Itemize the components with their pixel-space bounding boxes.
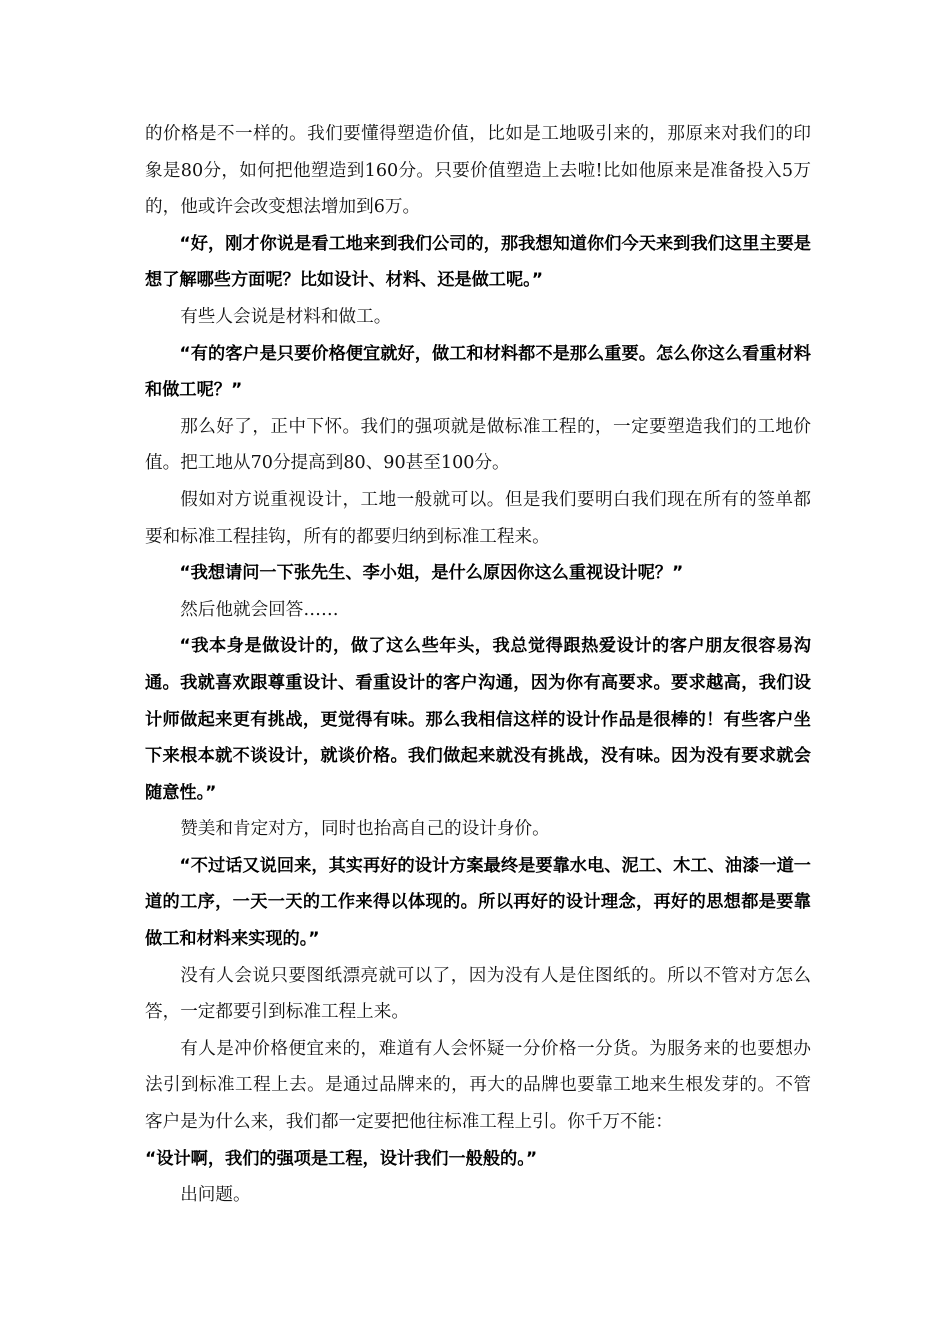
quote-craftsmanship: “不过话又说回来，其实再好的设计方案最终是要靠水电、泥工、木工、油漆一道一道的工序，一天一天的工作来得以体现的。所以再好的设计理念，再好的思想都是要靠做工和材料来实现的。” xyxy=(145,855,811,950)
paragraph-guide-to-standard: 有人是冲价格便宜来的，难道有人会怀疑一分价格一分货。为服务来的也要想办法引到标准工程上去。是通过品牌来的，再大的品牌也要靠工地来生根发芽的。不管客户是为什么来，我们都一定要把他往标准工程上引。你千万不能： xyxy=(145,1038,811,1133)
paragraph-drawings: 没有人会说只要图纸漂亮就可以了，因为没有人是住图纸的。所以不管对方怎么答，一定都要引到标准工程上来。 xyxy=(145,965,811,1023)
quote-bad-example: “设计啊，我们的强项是工程，设计我们一般般的。” xyxy=(145,1148,538,1169)
paragraph-answer: 然后他就会回答…… xyxy=(180,599,339,620)
paragraph-praise: 赞美和肯定对方，同时也抬高自己的设计身价。 xyxy=(180,819,550,840)
quote-ask-design-reason: “我想请问一下张先生、李小姐，是什么原因你这么重视设计呢？” xyxy=(179,563,684,584)
quote-ask-interest: “好，刚才你说是看工地来到我们公司的，那我想知道你们今天来到我们这里主要是想了解哪些方面呢？比如设计、材料、还是做工呢。” xyxy=(145,233,811,291)
quote-designer-speech: “我本身是做设计的，做了这么些年头，我总觉得跟热爱设计的客户朋友很容易沟通。我就喜欢跟尊重设计、看重设计的客户沟通，因为你有高要求。要求越高，我们设计师做起来更有挑战，更觉得有味。那么我相信这样的设计作品是很棒的！有些客户坐下来根本就不谈设计，就谈价格。我们做起来就没有挑战，没有味。因为没有要求就会随意性。” xyxy=(145,636,811,803)
paragraph-design-focus: 假如对方说重视设计，工地一般就可以。但是我们要明白我们现在所有的签单都要和标准工程挂钩，所有的都要归纳到标准工程来。 xyxy=(145,489,811,547)
paragraph-value-intro: 的价格是不一样的。我们要懂得塑造价值，比如是工地吸引来的，那原来对我们的印象是80分，如何把他塑造到160分。只要价值塑造上去啦!比如他原来是准备投入5万的，他或许会改变想法增加到6万。 xyxy=(145,124,811,218)
paragraph-problem: 出问题。 xyxy=(180,1185,251,1206)
document-page xyxy=(145,116,811,1214)
paragraph-strength: 那么好了，正中下怀。我们的强项就是做标准工程的，一定要塑造我们的工地价值。把工地从70分提高到80、90甚至100分。 xyxy=(145,416,811,474)
quote-price-vs-quality: “有的客户是只要价格便宜就好，做工和材料都不是那么重要。怎么你这么看重材料和做工呢？” xyxy=(145,343,811,401)
paragraph-materials: 有些人会说是材料和做工。 xyxy=(180,306,392,327)
